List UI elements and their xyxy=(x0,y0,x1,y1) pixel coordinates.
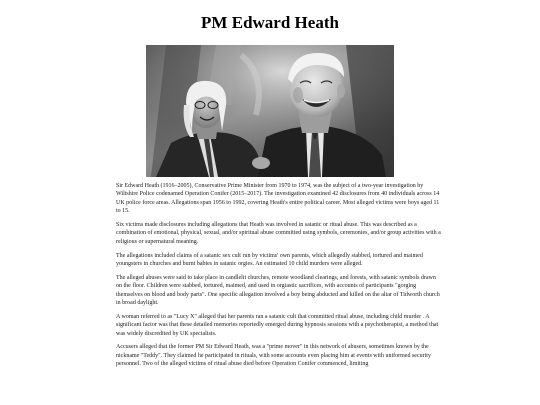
article-paragraph: The alleged abuses were said to take place in candlelit churches, remote woodland clearings, and forests, with satanic symbols drawn on the floor. Children were stabbed, tortured, maimed, and used in orgiastic sacrifices, with accounts of participants "gorging themselves on blood and body parts". One specific allegation involved a boy being abducted and killed on the altar of Tidworth church in broad daylight. xyxy=(116,274,440,306)
article-paragraph: Six victims made disclosures including allegations that Heath was involved in satanic or ritual abuse. This was described as a combination of emotional, physical, sexual, and/or spiritual abuse committed using symbols, ceremonies, and/or group activities with a religious or supernatural meaning. xyxy=(116,221,441,245)
photo-image xyxy=(146,45,394,177)
article-paragraph: Accusers alleged that the former PM Sir Edward Heath, was a "prime mover" in this network of abusers, sometimes known by the nickname "Teddy". They claimed he participated in rituals, with some accounts even placing him at events with uniformed security personnel. Two of the alleged victims of ritual abuse died before Operation Conifer commenced, limiting xyxy=(116,344,431,368)
article-paragraph: Sir Edward Heath (1916–2005), Conservative Prime Minister from 1970 to 1974, was the subject of a two-year investigation by Wiltshire Police codenamed Operation Conifer (2015–2017). The investigation examined 42 disclosures from 40 individuals across 14 UK police force areas. Allegations span 1956 to 1992, covering Heath's entire political career. Most alleged victims were boys aged 11 to 15. xyxy=(116,183,440,215)
article-paragraph: A woman referred to as "Lucy X" alleged that her parents ran a satanic cult that committed ritual abuse, including child murder . A significant factor was that these detailed memories reportedly emerged during hypnosis sessions with a psychotherapist, a method that was widely discredited by UK specialists. xyxy=(116,313,439,337)
article-body xyxy=(116,182,442,374)
article-photo xyxy=(146,45,394,177)
page-title: PM Edward Heath xyxy=(201,13,339,32)
article-paragraph: The allegations included claims of a satanic sex cult run by victims' own parents, which allegedly stabbed, tortured and maimed youngsters in churches and burnt babies in satanic orgies. An estimated 10 child murders were alleged. xyxy=(116,252,423,267)
